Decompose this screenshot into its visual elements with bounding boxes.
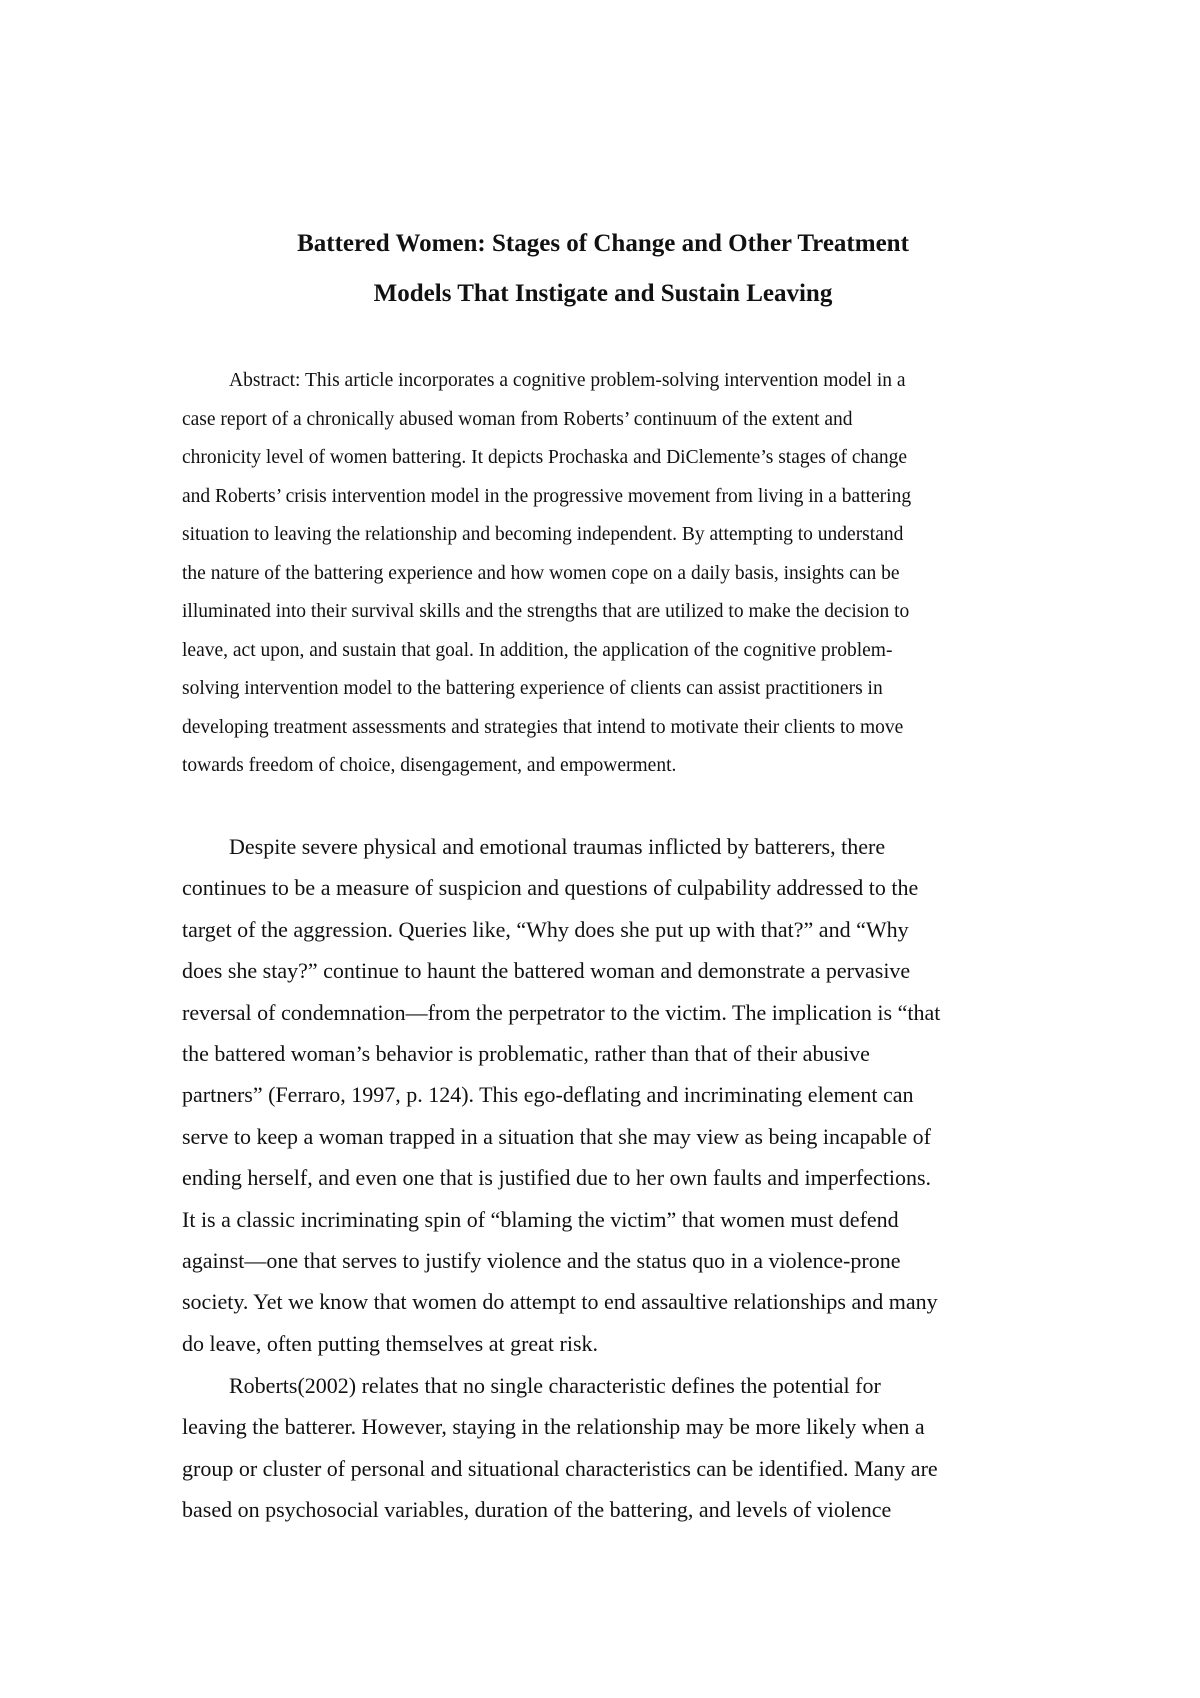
body-line: against—one that serves to justify violence and the status quo in a violence-prone [182, 1248, 901, 1274]
body-line: Roberts(2002) relates that no single characteristic defines the potential for [229, 1373, 881, 1398]
body-line: reversal of condemnation—from the perpetrator to the victim. The implication is “that [182, 999, 941, 1025]
body-line: partners” (Ferraro, 1997, p. 124). This ego-deflating and incriminating element can [182, 1082, 914, 1108]
body-line: ending herself, and even one that is justified due to her own faults and imperfections. [182, 1165, 932, 1191]
abstract-line: leave, act upon, and sustain that goal. In addition, the application of the cognitive problem- [182, 639, 893, 661]
body-line: serve to keep a woman trapped in a situation that she may view as being incapable of [182, 1123, 931, 1149]
body-line: does she stay?” continue to haunt the battered woman and demonstrate a pervasive [182, 958, 911, 984]
abstract-line: solving intervention model to the battering experience of clients can assist practitioners in [182, 678, 883, 699]
body-line: the battered woman’s behavior is problematic, rather than that of their abusive [182, 1041, 870, 1067]
abstract-line: and Roberts’ crisis intervention model in the progressive movement from living in a battering [182, 485, 912, 507]
page-title-line-1: Battered Women: Stages of Change and Other Treatment [297, 230, 909, 257]
body-line: It is a classic incriminating spin of “blaming the victim” that women must defend [182, 1206, 899, 1232]
body-paragraph-2 [182, 1365, 1022, 1531]
body-line: continues to be a measure of suspicion and questions of culpability addressed to the [182, 875, 919, 901]
abstract-line: Abstract: This article incorporates a cognitive problem-solving intervention model in a [229, 370, 906, 391]
body-line: society. Yet we know that women do attempt to end assaultive relationships and many [182, 1289, 938, 1315]
page-title-line-2: Models That Instigate and Sustain Leaving [373, 280, 833, 307]
abstract-line: the nature of the battering experience and how women cope on a daily basis, insights can be [182, 562, 900, 584]
body-line: target of the aggression. Queries like, “Why does she put up with that?” and “Why [182, 916, 909, 942]
abstract-line: developing treatment assessments and strategies that intend to motivate their clients to move [182, 716, 904, 738]
abstract-line: situation to leaving the relationship and becoming independent. By attempting to understand [182, 524, 904, 545]
body-line: Despite severe physical and emotional traumas inflicted by batterers, there [229, 834, 886, 859]
abstract-paragraph [182, 362, 1022, 786]
body-line: group or cluster of personal and situational characteristics can be identified. Many are [182, 1455, 938, 1481]
abstract-line: towards freedom of choice, disengagement, and empowerment. [182, 755, 677, 776]
body-line: do leave, often putting themselves at great risk. [182, 1330, 599, 1356]
body-line: based on psychosocial variables, duration of the battering, and levels of violence [182, 1497, 892, 1523]
abstract-line: chronicity level of women battering. It depicts Prochaska and DiClemente’s stages of change [182, 447, 908, 468]
abstract-line: illuminated into their survival skills and the strengths that are utilized to make the decision to [182, 601, 910, 622]
abstract-line: case report of a chronically abused woman from Roberts’ continuum of the extent and [182, 408, 853, 430]
body-paragraph-1 [182, 826, 1022, 1364]
body-line: leaving the batterer. However, staying in the relationship may be more likely when a [182, 1414, 925, 1440]
